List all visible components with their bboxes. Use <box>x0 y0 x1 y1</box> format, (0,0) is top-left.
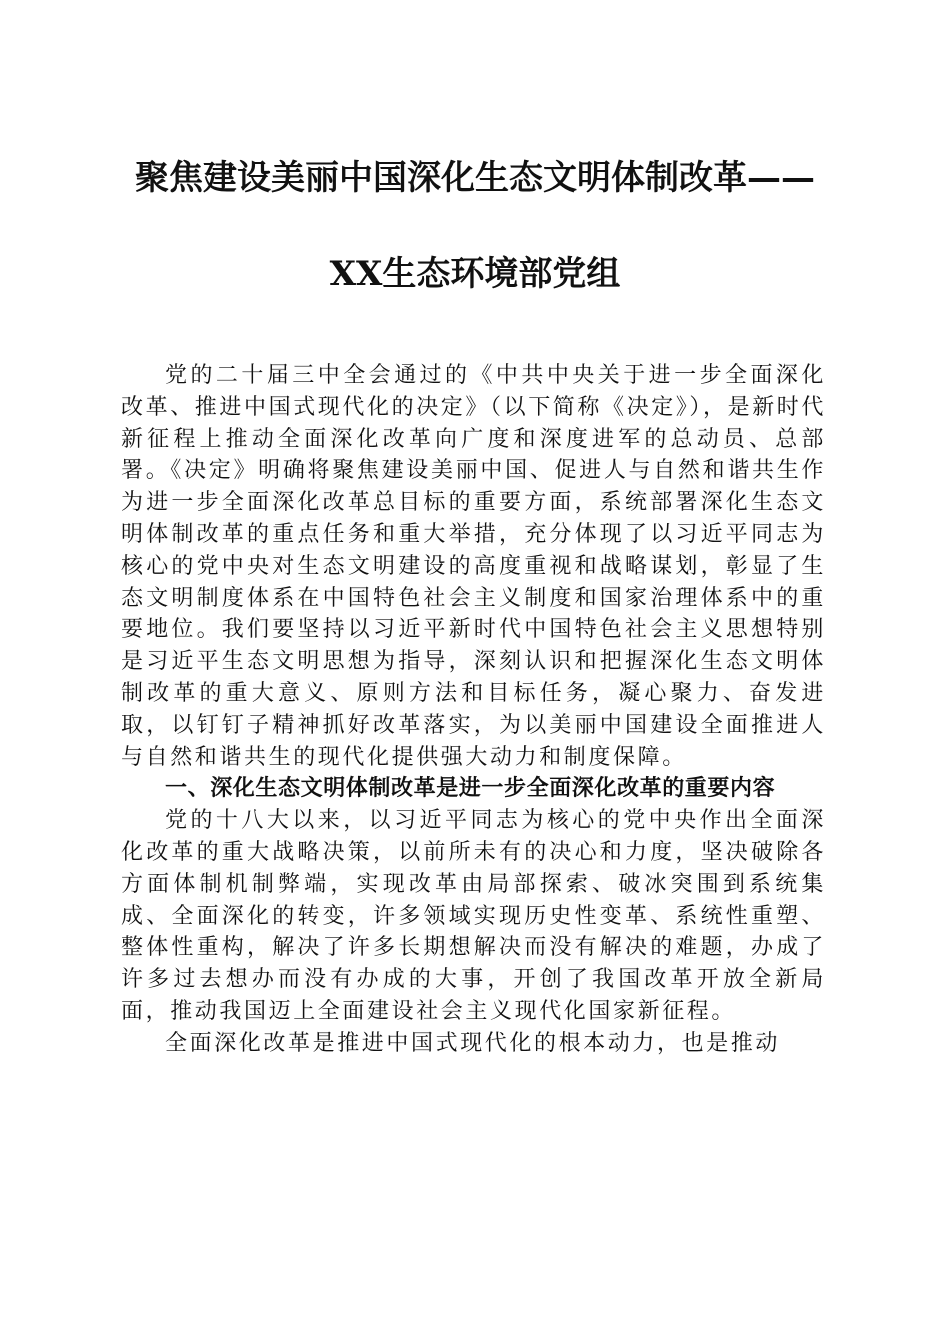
title-line-main: 聚焦建设美丽中国深化生态文明体制改革—— <box>135 158 815 198</box>
document-body <box>121 360 826 1060</box>
intro-paragraph: 党的二十届三中全会通过的《中共中央关于进一步全面深化改革、推进中国式现代化的决定》（以下简称《决定》），是新时代新征程上推动全面深化改革向广度和深度进军的总动员、总部署。《决定》明确将聚焦建设美丽中国、促进人与自然和谐共生作为进一步全面深化改革总目标的重要方面，系统部署深化生态文明体制改革的重点任务和重大举措，充分体现了以习近平同志为核心的党中央对生态文明建设的高度重视和战略谋划，彰显了生态文明制度体系在中国特色社会主义制度和国家治理体系中的重要地位。我们要坚持以习近平新时代中国特色社会主义思想特别是习近平生态文明思想为指导，深刻认识和把握深化生态文明体制改革的重大意义、原则方法和目标任务，凝心聚力、奋发进取，以钉钉子精神抓好改革落实，为以美丽中国建设全面推进人与自然和谐共生的现代化提供强大动力和制度保障。 <box>121 363 827 770</box>
title-line-author: XX生态环境部党组 <box>329 254 621 294</box>
section-paragraph: 党的十八大以来，以习近平同志为核心的党中央作出全面深化改革的重大战略决策，以前所未有的决心和力度，坚决破除各方面体制机制弊端，实现改革由局部探索、破冰突围到系统集成、全面深化的转变，许多领域实现历史性变革、系统性重塑、整体性重构，解决了许多长期想解决而没有解决的难题，办成了许多过去想办而没有办成的大事，开创了我国改革开放全新局面，推动我国迈上全面建设社会主义现代化国家新征程。 <box>121 808 826 1024</box>
document-title <box>0 158 950 294</box>
section-paragraph: 全面深化改革是推进中国式现代化的根本动力，也是推动 <box>165 1030 781 1056</box>
section-heading: 一、深化生态文明体制改革是进一步全面深化改革的重要内容 <box>165 776 776 802</box>
